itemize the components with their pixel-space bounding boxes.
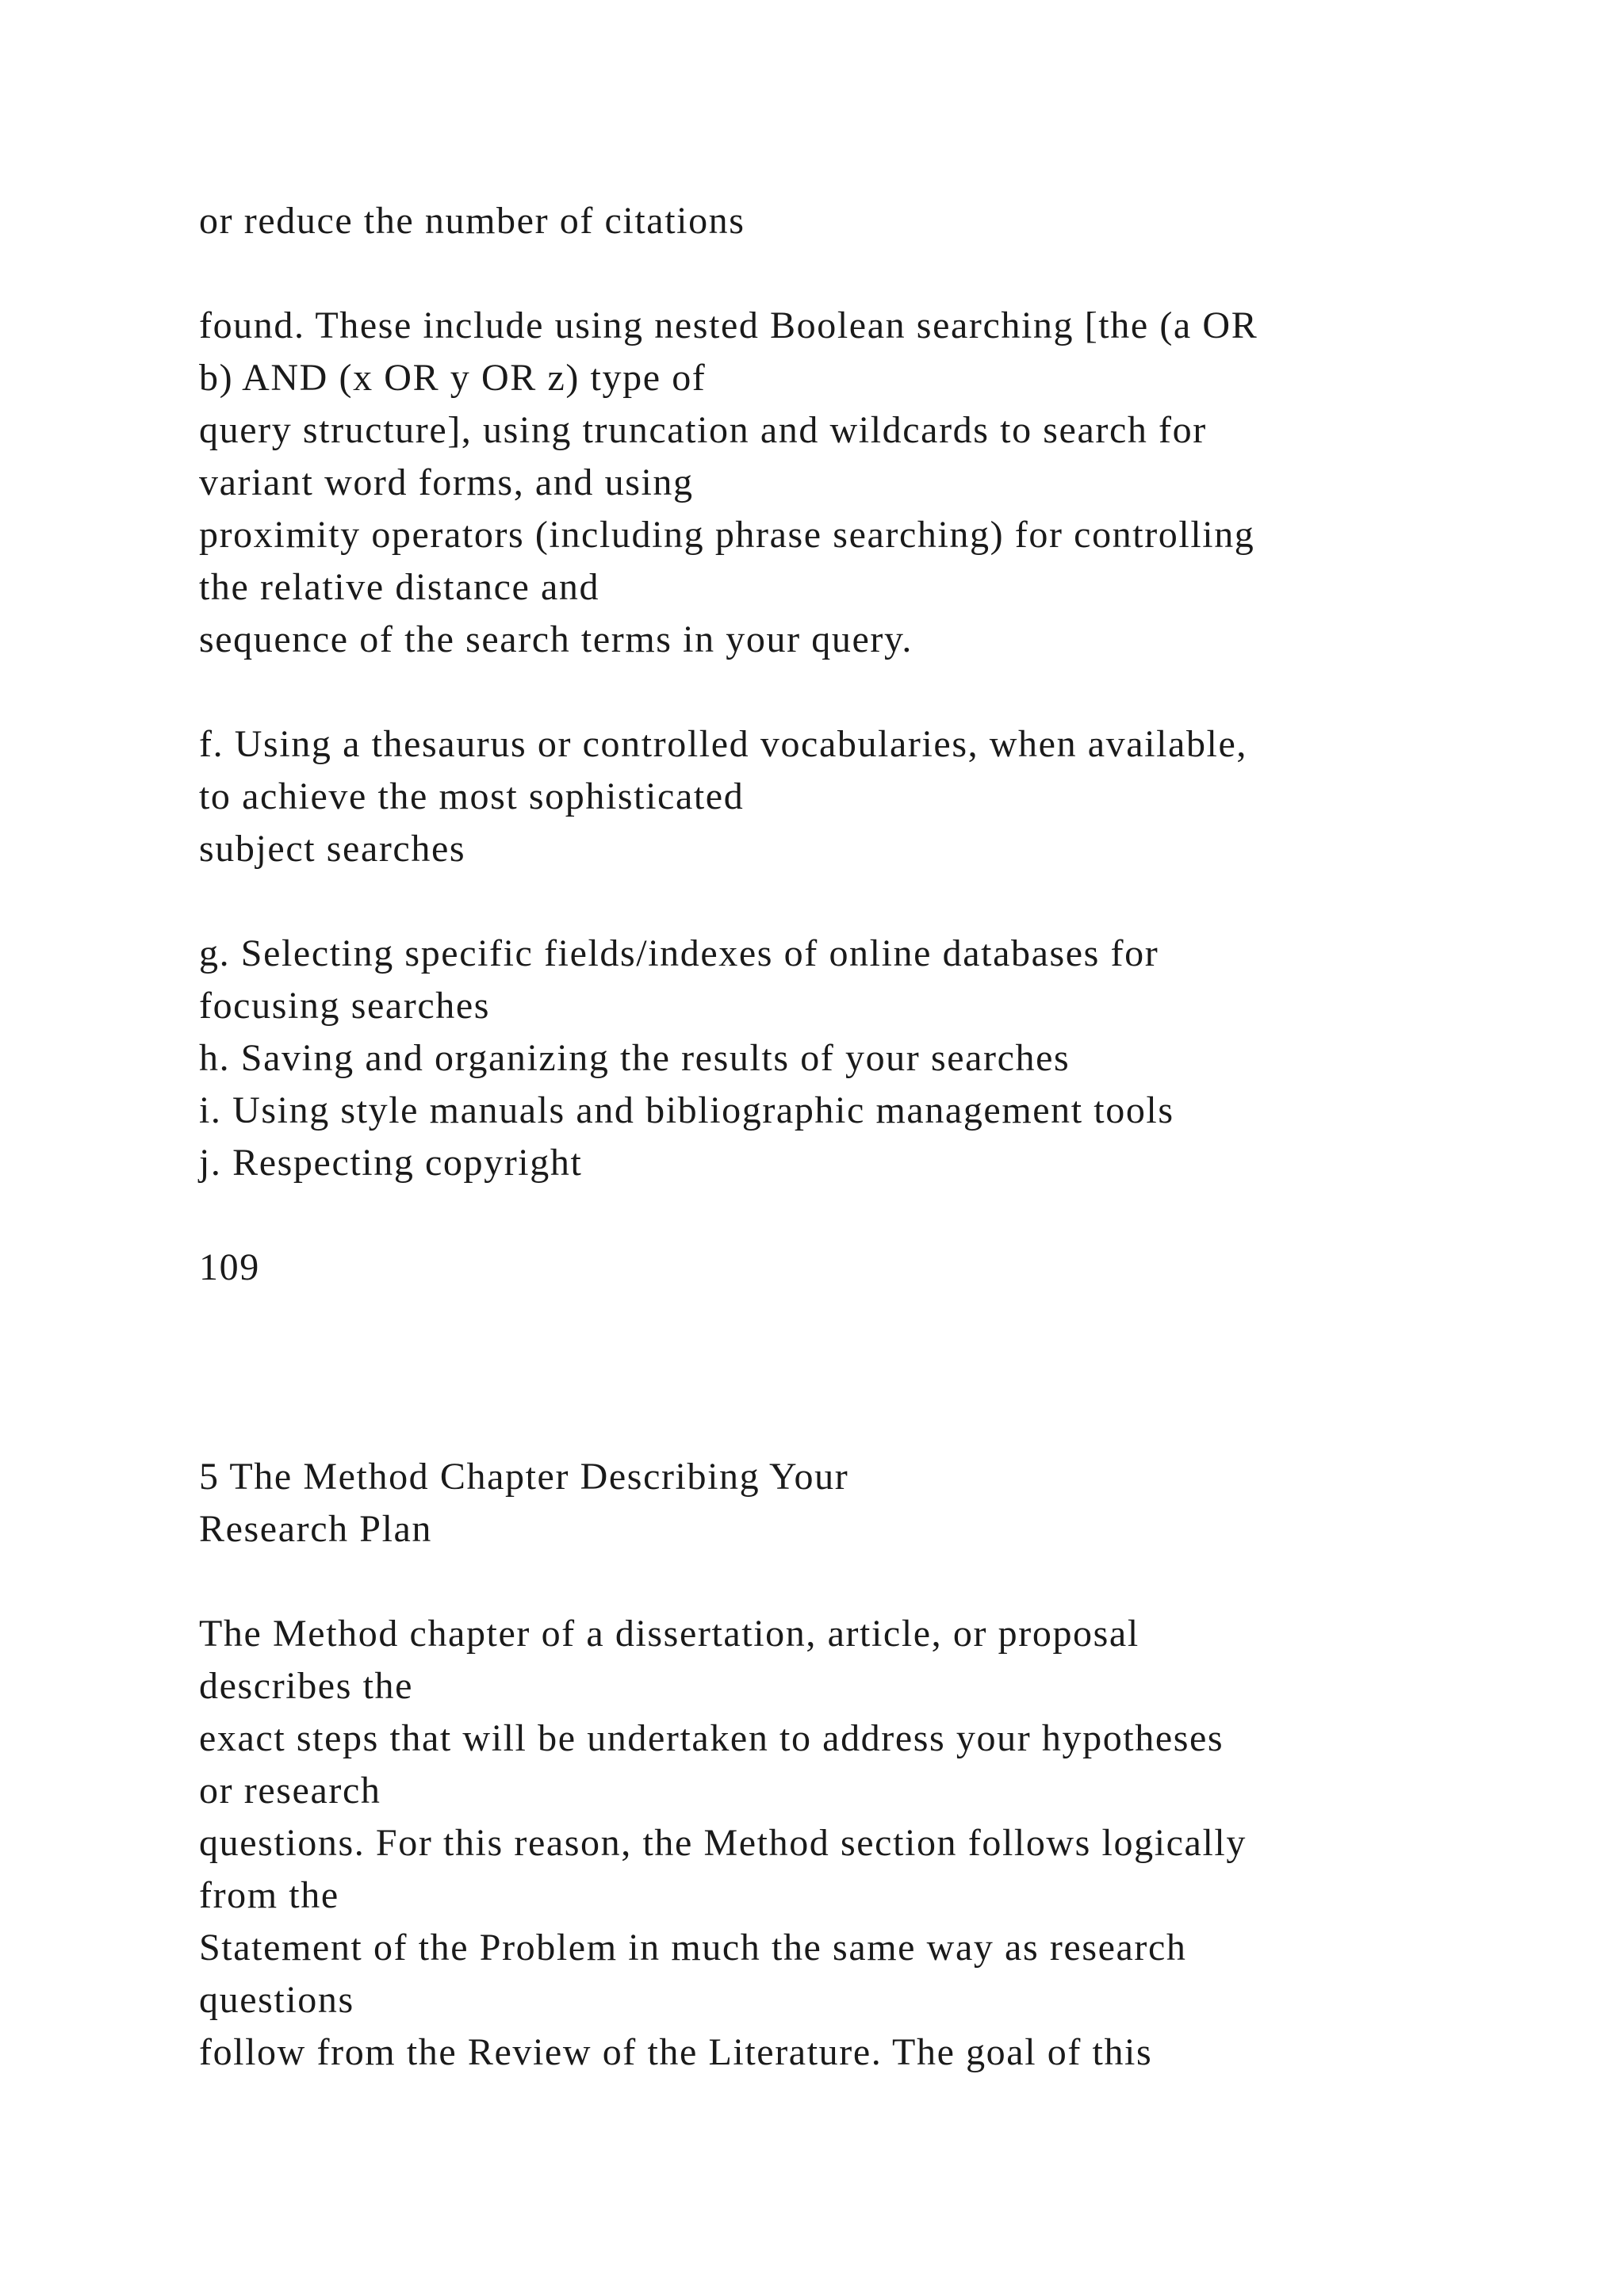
list-item-f: f. Using a thesaurus or controlled vocabularies, when available, [199, 723, 1247, 765]
text-line: subject searches [199, 828, 466, 870]
list-item-i: i. Using style manuals and bibliographic management tools [199, 1089, 1174, 1131]
chapter-heading: 5 The Method Chapter Describing Your [199, 1456, 849, 1498]
text-line: questions [199, 1979, 354, 2021]
list-item-g: g. Selecting specific fields/indexes of online databases for [199, 932, 1159, 974]
text-line: the relative distance and [199, 566, 600, 608]
text-line: from the [199, 1874, 339, 1916]
text-line: to achieve the most sophisticated [199, 775, 745, 817]
text-line: describes the [199, 1665, 414, 1707]
text-line: exact steps that will be undertaken to address your hypotheses [199, 1717, 1224, 1759]
text-line: variant word forms, and using [199, 461, 694, 503]
text-line: b) AND (x OR y OR z) type of [199, 357, 707, 399]
text-line: or research [199, 1770, 381, 1812]
text-line: focusing searches [199, 985, 491, 1027]
text-line: found. These include using nested Boolean searching [the (a OR [199, 304, 1258, 346]
list-item-h: h. Saving and organizing the results of your searches [199, 1037, 1071, 1079]
text-line: query structure], using truncation and wildcards to search for [199, 409, 1207, 451]
page-number: 109 [199, 1246, 260, 1288]
text-line: questions. For this reason, the Method section follows logically [199, 1822, 1247, 1864]
text-line: The Method chapter of a dissertation, article, or proposal [199, 1613, 1139, 1655]
text-line: Statement of the Problem in much the same way as research [199, 1927, 1187, 1969]
text-line: proximity operators (including phrase searching) for controlling [199, 514, 1255, 556]
text-line: or reduce the number of citations [199, 200, 745, 242]
text-line: follow from the Review of the Literature. The goal of this [199, 2031, 1153, 2073]
text-line: sequence of the search terms in your query. [199, 618, 914, 660]
list-item-j: j. Respecting copyright [199, 1142, 583, 1184]
chapter-heading: Research Plan [199, 1508, 433, 1550]
